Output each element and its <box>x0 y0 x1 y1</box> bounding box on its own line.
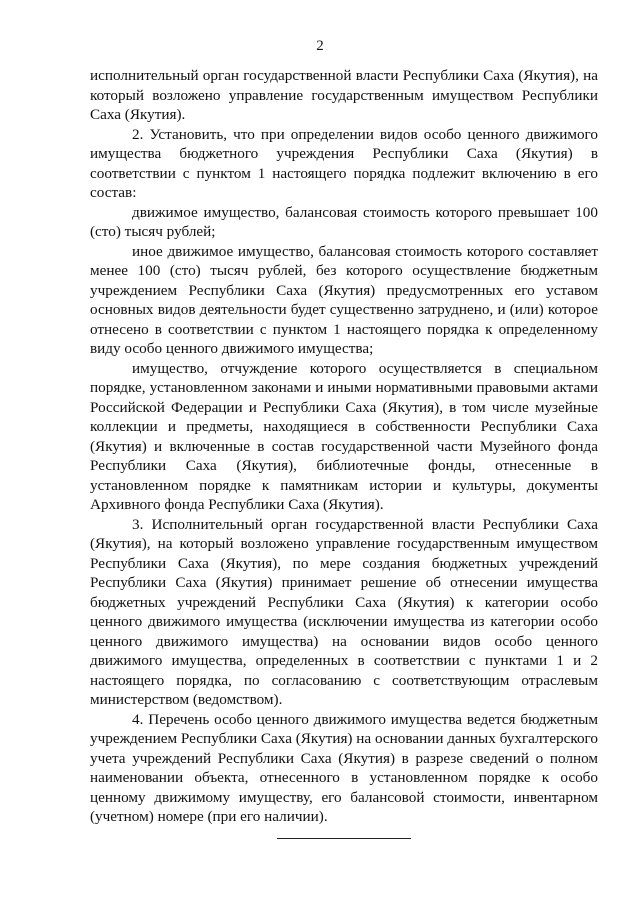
paragraph-item-2: 2. Установить, что при определении видов особо ценного движимого имущества бюджетного учреждения Республики Саха (Якутия) в соответствии с пунктом 1 настоящего порядка подлежит включению в его состав: <box>90 125 598 201</box>
paragraph-continuation: исполнительный орган государственной власти Республики Саха (Якутия), на который возложено управление государственным имуществом Республики Саха (Якутия). <box>90 67 598 123</box>
end-of-text-rule <box>277 838 411 839</box>
document-body <box>90 66 598 827</box>
paragraph-subitem-special-property: имущество, отчуждение которого осуществляется в специальном порядке, установленном законами и иными нормативными правовыми актами Российской Федерации и Республики Саха (Якутия), в том числе музейные коллекции и предметы, находящиеся в собственности Республики Саха (Якутия) и включенные в состав государственной части Музейного фонда Республики Саха (Якутия), библиотечные фонды, отнесенные в установленном порядке к памятникам истории и культуры, документы Архивного фонда Республики Саха (Якутия). <box>90 359 598 513</box>
page-number: 2 <box>316 38 324 54</box>
paragraph-item-4: 4. Перечень особо ценного движимого имущества ведется бюджетным учреждением Республики Саха (Якутия) на основании данных бухгалтерского учета учреждений Республики Саха (Якутия) в разрезе сведений о полном наименовании объекта, отнесенного в установленном порядке к особо ценному движимому имуществу, его балансовой стоимости, инвентарном (учетном) номере (при его наличии). <box>90 710 598 825</box>
paragraph-item-3: 3. Исполнительный орган государственной власти Республики Саха (Якутия), на который возложено управление государственным имуществом Республики Саха (Якутия), по мере создания бюджетных учреждений Республики Саха (Якутия) принимает решение об отнесении имущества бюджетных учреждений Республики Саха (Якутия) к категории особо ценного движимого имущества (исключении имущества из категории особо ценного движимого имущества) на основании видов особо ценного движимого имущества, определенных в соответствии с пунктами 1 и 2 настоящего порядка, по согласованию с соответствующим отраслевым министерством (ведомством). <box>90 515 598 708</box>
paragraph-subitem-movable-property: движимое имущество, балансовая стоимость которого превышает 100 (сто) тысяч рублей; <box>90 203 598 240</box>
paragraph-subitem-other-movable-property: иное движимое имущество, балансовая стоимость которого составляет менее 100 (сто) тысяч рублей, без которого осуществление бюджетным учреждением Республики Саха (Якутия) предусмотренных его уставом основных видов деятельности будет существенно затруднено, и (или) которое отнесено в соответствии с пунктом 1 настоящего порядка к определенному виду особо ценного движимого имущества; <box>90 242 598 357</box>
